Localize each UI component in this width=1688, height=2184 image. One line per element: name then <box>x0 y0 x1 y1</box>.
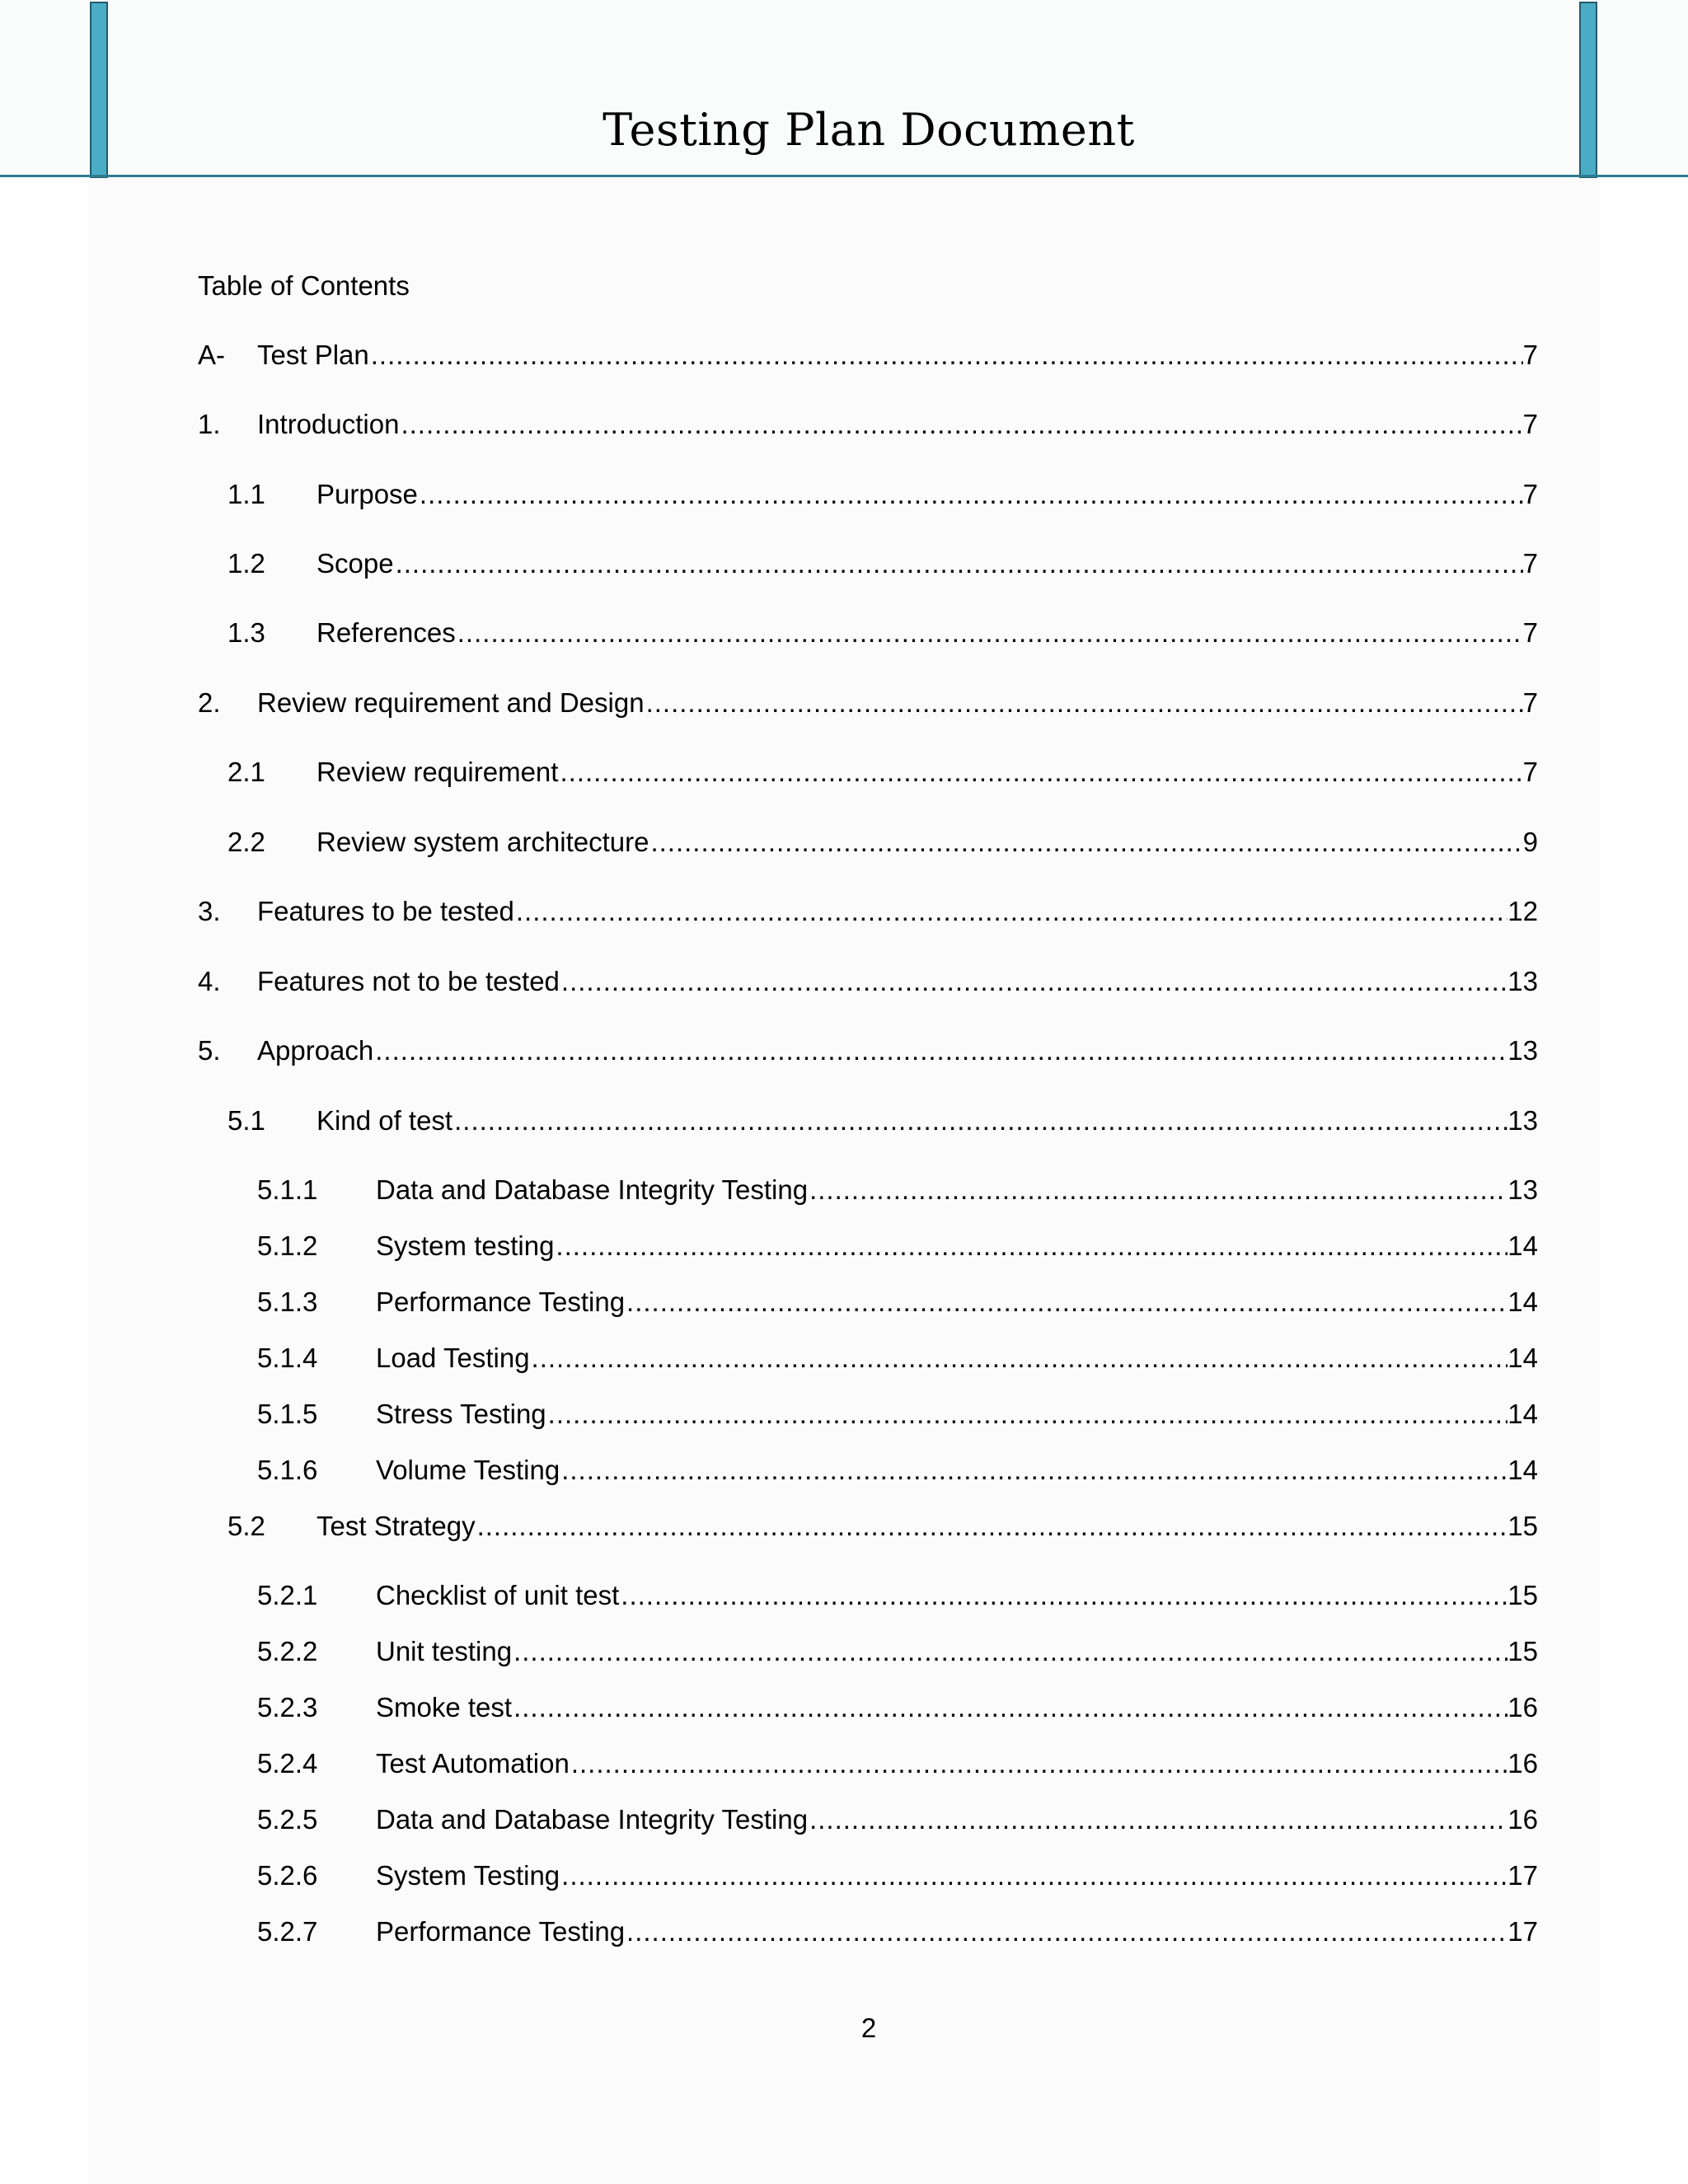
toc-entry-title: Load Testing <box>376 1343 530 1373</box>
toc-entry-title: Data and Database Integrity Testing <box>376 1804 809 1835</box>
toc-entry-title: References <box>316 617 456 648</box>
toc-entry-title: Volume Testing <box>376 1455 560 1485</box>
toc-entry-number: 5.2.4 <box>257 1748 318 1779</box>
toc-entry-page-number: 7 <box>1522 340 1538 370</box>
toc-entry-page-number: 7 <box>1522 409 1538 439</box>
toc-entry-number: 5.1 <box>227 1105 265 1136</box>
page-number: 2 <box>860 2013 877 2043</box>
toc-entry[interactable] <box>257 1282 1538 1323</box>
toc-entry-page-number: 16 <box>1507 1804 1538 1835</box>
toc-entry[interactable] <box>257 1169 1538 1211</box>
toc-entry-number: 1.1 <box>227 479 265 509</box>
toc-entry[interactable] <box>257 1799 1538 1840</box>
toc-entry-title: Kind of test <box>316 1105 453 1136</box>
toc-entry[interactable] <box>198 1030 1538 1071</box>
toc-dot-leader <box>554 1226 1507 1267</box>
toc-entry-title: Purpose <box>316 479 418 509</box>
toc-entry[interactable] <box>257 1855 1538 1896</box>
toc-entry[interactable] <box>198 961 1538 1002</box>
toc-entry-number: 5.2 <box>227 1511 265 1541</box>
toc-dot-leader <box>625 1282 1507 1323</box>
toc-entry-page-number: 17 <box>1507 1916 1538 1947</box>
toc-entry-title: Features to be tested <box>257 896 514 926</box>
toc-entry-page-number: 12 <box>1507 896 1538 926</box>
toc-entry-number: 3. <box>198 896 221 926</box>
toc-entry-title: Features not to be tested <box>257 966 560 996</box>
toc-entry-number: 5. <box>198 1035 221 1066</box>
toc-entry[interactable] <box>227 543 1538 584</box>
toc-entry-number: 1.3 <box>227 617 265 648</box>
toc-entry-page-number: 7 <box>1522 479 1538 509</box>
toc-entry[interactable] <box>257 1687 1538 1728</box>
toc-entry-title: Review system architecture <box>316 827 649 857</box>
toc-entry[interactable] <box>227 1100 1538 1141</box>
toc-entry-page-number: 7 <box>1522 548 1538 579</box>
toc-dot-leader <box>560 961 1507 1002</box>
toc-entry-page-number: 9 <box>1522 827 1538 857</box>
toc-entry-page-number: 13 <box>1507 1035 1538 1066</box>
header-divider-line <box>0 175 1688 177</box>
toc-dot-leader <box>512 1631 1507 1672</box>
toc-entry-page-number: 14 <box>1507 1343 1538 1373</box>
toc-entry[interactable] <box>257 1575 1538 1616</box>
toc-dot-leader <box>645 682 1523 724</box>
toc-dot-leader <box>558 752 1522 793</box>
toc-entry-number: 5.1.1 <box>257 1174 318 1205</box>
toc-entry-number: 5.1.2 <box>257 1230 318 1261</box>
toc-entry-title: Checklist of unit test <box>376 1580 620 1610</box>
toc-dot-leader <box>530 1338 1508 1379</box>
toc-dot-leader <box>452 1100 1507 1141</box>
toc-entry-number: 5.2.6 <box>257 1860 318 1891</box>
toc-entry-page-number: 15 <box>1507 1511 1538 1541</box>
toc-entry-page-number: 7 <box>1522 757 1538 787</box>
toc-entry[interactable] <box>257 1226 1538 1267</box>
toc-dot-leader <box>625 1911 1507 1952</box>
toc-entry-number: 2. <box>198 687 221 718</box>
toc-entry-page-number: 16 <box>1507 1748 1538 1779</box>
toc-entry-number: A- <box>198 340 225 370</box>
toc-entry-page-number: 7 <box>1522 687 1538 718</box>
toc-entry[interactable] <box>227 474 1538 515</box>
toc-entry-title: Review requirement <box>316 757 559 787</box>
toc-entry[interactable] <box>227 752 1538 793</box>
toc-entry-number: 5.1.5 <box>257 1399 318 1429</box>
toc-entry-title: System Testing <box>376 1860 560 1891</box>
toc-entry[interactable] <box>227 612 1538 654</box>
toc-entry[interactable] <box>198 404 1538 445</box>
toc-dot-leader <box>514 891 1507 932</box>
toc-entry-title: Smoke test <box>376 1692 513 1722</box>
toc-entry-page-number: 17 <box>1507 1860 1538 1891</box>
toc-entry-title: Scope <box>316 548 394 579</box>
toc-entry-number: 5.2.1 <box>257 1580 318 1610</box>
toc-entry-number: 4. <box>198 966 221 996</box>
toc-entry-number: 1. <box>198 409 221 439</box>
toc-entry-page-number: 14 <box>1507 1399 1538 1429</box>
toc-entry-title: Test Automation <box>376 1748 570 1779</box>
toc-dot-leader <box>399 404 1522 445</box>
toc-entry-page-number: 13 <box>1507 966 1538 996</box>
toc-entry-number: 5.2.2 <box>257 1636 318 1666</box>
toc-entry-page-number: 15 <box>1507 1580 1538 1610</box>
toc-entry[interactable] <box>257 1450 1538 1491</box>
document-title: Testing Plan Document <box>603 104 1135 156</box>
toc-dot-leader <box>476 1506 1508 1547</box>
toc-entry-page-number: 16 <box>1507 1692 1538 1722</box>
toc-entry-number: 5.1.4 <box>257 1343 318 1373</box>
toc-entry-title: Stress Testing <box>376 1399 546 1429</box>
toc-entry[interactable] <box>198 891 1538 932</box>
toc-dot-leader <box>570 1743 1507 1784</box>
toc-entry[interactable] <box>257 1911 1538 1952</box>
toc-dot-leader <box>546 1394 1508 1435</box>
toc-entry-number: 2.1 <box>227 757 265 787</box>
toc-dot-leader <box>808 1799 1507 1840</box>
toc-entry-title: Review requirement and Design <box>257 687 645 718</box>
toc-entry-title: Performance Testing <box>376 1286 626 1317</box>
toc-entry-title: Approach <box>257 1035 374 1066</box>
toc-entry-title: Performance Testing <box>376 1916 626 1947</box>
toc-dot-leader <box>373 1030 1507 1071</box>
toc-entry-title: Test Plan <box>257 340 369 370</box>
toc-entry-page-number: 14 <box>1507 1286 1538 1317</box>
toc-entry-page-number: 15 <box>1507 1636 1538 1666</box>
toc-entry-title: System testing <box>376 1230 555 1261</box>
toc-entry-number: 5.2.3 <box>257 1692 318 1722</box>
toc-dot-leader <box>394 543 1523 584</box>
toc-entry-number: 5.1.3 <box>257 1286 318 1317</box>
toc-dot-leader <box>619 1575 1507 1616</box>
toc-entry-number: 5.2.7 <box>257 1916 318 1947</box>
toc-entry[interactable] <box>257 1743 1538 1784</box>
toc-entry-title: Test Strategy <box>316 1511 476 1541</box>
toc-entry-title: Unit testing <box>376 1636 513 1666</box>
toc-dot-leader <box>512 1687 1507 1728</box>
toc-entry-number: 5.2.5 <box>257 1804 318 1835</box>
toc-entry-title: Data and Database Integrity Testing <box>376 1174 809 1205</box>
toc-dot-leader <box>560 1855 1507 1896</box>
toc-entry-number: 1.2 <box>227 548 265 579</box>
toc-entry-page-number: 13 <box>1507 1174 1538 1205</box>
toc-dot-leader <box>456 612 1523 654</box>
toc-entry-number: 2.2 <box>227 827 265 857</box>
toc-dot-leader <box>369 335 1523 376</box>
toc-entry[interactable] <box>227 1506 1538 1547</box>
toc-entry[interactable] <box>198 682 1538 724</box>
toc-dot-leader <box>418 474 1523 515</box>
toc-entry[interactable] <box>257 1338 1538 1379</box>
toc-heading: Table of Contents <box>198 270 410 301</box>
toc-dot-leader <box>808 1169 1507 1211</box>
toc-entry-page-number: 13 <box>1507 1105 1538 1136</box>
toc-entry-number: 5.1.6 <box>257 1455 318 1485</box>
toc-entry-page-number: 14 <box>1507 1455 1538 1485</box>
toc-entry[interactable] <box>257 1394 1538 1435</box>
toc-dot-leader <box>560 1450 1507 1491</box>
toc-entry[interactable] <box>198 335 1538 376</box>
toc-entry[interactable] <box>257 1631 1538 1672</box>
toc-entry-page-number: 7 <box>1522 617 1538 648</box>
toc-entry[interactable] <box>227 822 1538 863</box>
toc-dot-leader <box>649 822 1522 863</box>
toc-entry-page-number: 14 <box>1507 1230 1538 1261</box>
toc-entry-title: Introduction <box>257 409 400 439</box>
